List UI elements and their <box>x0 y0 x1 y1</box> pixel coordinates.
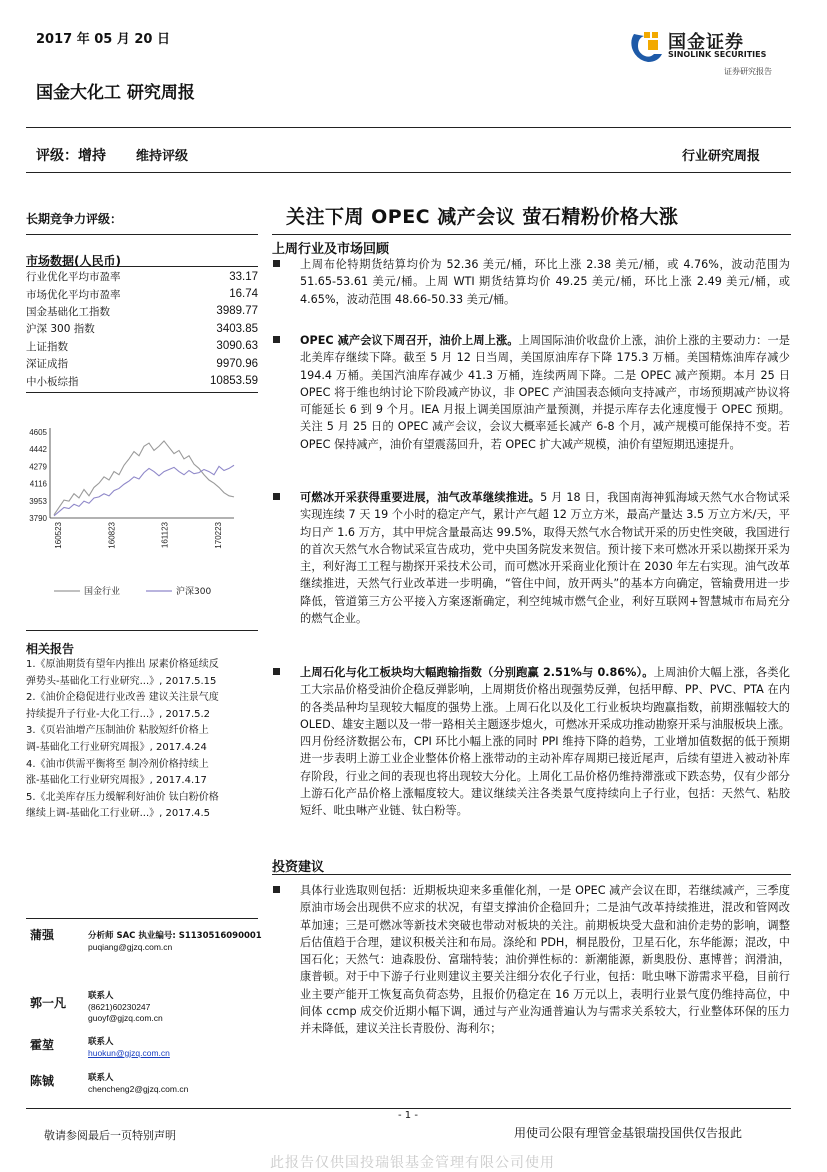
related-report-line: 2.《油价企稳促进行业改善 建议关注景气度 <box>26 692 219 704</box>
y-tick-label: 4442 <box>29 445 47 455</box>
related-reports-list <box>26 657 266 823</box>
section-divider <box>272 874 791 875</box>
md-label: 市场优化平均市盈率 <box>26 288 121 301</box>
analyst-email[interactable]: puqiang@gjzq.com.cn <box>88 942 173 952</box>
rating-sub: 维持评级 <box>136 149 189 164</box>
y-tick-label: 4605 <box>29 428 47 437</box>
index-line-chart <box>24 420 259 605</box>
md-label: 国金基础化工指数 <box>26 305 110 318</box>
title-divider <box>272 234 791 235</box>
rating-label: 评级：增持 <box>36 148 106 164</box>
market-data-row <box>26 338 258 355</box>
page-number: - 1 - <box>398 1110 418 1121</box>
related-report-line: 1.《原油期货有望年内推出 尿素价格延续反 <box>26 659 219 670</box>
analyst-email[interactable]: huokun@gjzq.com.cn <box>88 1048 170 1058</box>
related-report-line: 弹势头-基础化工行业研究...》, 2017.5.15 <box>26 675 217 687</box>
bullet-square-icon <box>273 336 280 343</box>
paragraph-lead: 上周石化与化工板块均大幅跑输指数（分别跑赢 2.51%与 0.86%）。 <box>300 666 654 679</box>
market-data-row <box>26 320 258 337</box>
report-type: 行业研究周报 <box>682 149 761 164</box>
analyst-role: 分析师 SAC 执业编号: S1130516090001 <box>88 931 262 941</box>
watermark: 此报告仅供国投瑞银基金管理有限公司使用 <box>270 1155 555 1171</box>
md-value: 16.74 <box>229 288 258 301</box>
analyst-card <box>26 1070 266 1100</box>
sidebar-divider-3 <box>26 392 258 393</box>
related-report-line: 5.《北美库存压力缓解利好油价 钛白粉价格 <box>26 791 219 803</box>
related-report-item[interactable] <box>26 757 266 790</box>
analyst-name: 郭一凡 <box>30 996 67 1010</box>
section-investment-advice: 投资建议 <box>272 860 325 875</box>
related-report-line: 3.《页岩油增产压制油价 粘胶短纤价格上 <box>26 725 209 737</box>
related-report-item[interactable] <box>26 790 266 823</box>
market-data-title: 市场数据(人民币) <box>26 254 121 268</box>
paragraph-text: 上周布伦特期货结算均价为 52.36 美元/桶，环比上涨 2.38 美元/桶，或 4.76%，波动范围为 51.65-53.61 美元/桶。上周 WTI 期货结算均价 49.25 美元/桶，环比上涨 2.49 美元/桶，或 4.65%，波动范围 48.66-50.33 美元/桶。 <box>300 258 790 306</box>
rating <box>36 145 188 165</box>
analyst-role: 联系人 <box>88 1073 114 1083</box>
md-value: 3403.85 <box>216 322 258 335</box>
analyst-email[interactable]: guoyf@gjzq.com.cn <box>88 1013 163 1023</box>
analyst-card <box>26 990 266 1030</box>
analyst-name: 蒲强 <box>30 928 55 942</box>
related-report-item[interactable] <box>26 723 266 756</box>
paragraph-text: 具体行业选取则包括：近期板块迎来多重催化剂，一是 OPEC 减产会议在即，若继续减产，三季度原油市场会出现供不应求的状况，有望支撑油价企稳回升；二是油气改革持续推进，混改和管网改革加速；三是可燃冰等新技术突破也带动对板块的关注。前期板块受大盘和油价走势的影响，调整后估值趋于合理，建议积极关注和布局。涤纶和 PDH，桐昆股份，卫星石化，东华能源；混改，中国石化；天然气：迪森股份、富瑞特装；油价弹性标的：新潮能源，新奥股份、惠博普；润滑油，康普顿。对于中下游子行业则建议主要关注细分农化子行业，包括：吡虫啉下游需求平稳，目前行业主要产能开工恢复高负荷态势，且报价仍稳定在 16 万元以上，表明行业景气度仍维持高位，中间体 ccmp 成交价近期小幅下调，通过与产业沟通普遍认为与需求关系较大，行业整体环保的压力并未降低，建议关注长青股份、海利尔； <box>300 884 790 1036</box>
analyst-phone: (8621)60230247 <box>88 1002 151 1012</box>
report-title: 关注下周 OPEC 减产会议 萤石精粉价格大涨 <box>286 206 679 228</box>
md-value: 3090.63 <box>216 340 258 353</box>
related-report-item[interactable] <box>26 657 266 690</box>
y-tick-label: 4279 <box>29 462 47 472</box>
paragraph-sector <box>300 664 790 820</box>
legend-label: 沪深300 <box>176 587 212 597</box>
report-brand: 国金大化工 研究周报 <box>36 83 195 103</box>
sidebar-divider-1 <box>26 234 258 235</box>
analyst-email[interactable]: chencheng2@gjzq.com.cn <box>88 1084 189 1094</box>
logo-cn-text: 国金证券 <box>668 32 744 53</box>
header-divider-bottom <box>26 172 791 173</box>
related-report-line: 继续上调-基础化工行业研...》, 2017.4.5 <box>26 808 211 820</box>
related-report-line: 持续提升子行业-大化工行...》, 2017.5.2 <box>26 708 211 720</box>
bullet-square-icon <box>273 886 280 893</box>
y-tick-label: 3953 <box>29 496 47 506</box>
analyst-name: 陈铖 <box>30 1074 55 1088</box>
related-reports-title: 相关报告 <box>26 642 75 656</box>
md-label: 行业优化平均市盈率 <box>26 271 121 284</box>
analyst-card <box>26 926 266 960</box>
bullet-square-icon <box>273 493 280 500</box>
analyst-card <box>26 1034 266 1064</box>
market-data-row <box>26 285 258 302</box>
paragraph-text: 上周油价大幅上涨，各类化工大宗品价格受油价企稳反弹影响，上周期货价格出现强势反弹，包括甲醇、PP、PVC、PTA 在内的各类品种均呈现较大幅度的强势上涨。上周石化以及化工行业板块均跑赢指数，前期涨幅较大的 OLED、雄安主题以及一带一路相关主题逐步熄火，可燃冰开采成功推动勘察开采与油服板块上涨。四月份经济数据公布，CPI 环比小幅上涨的同时 PPI 维持下降的趋势，工业增加值数据的低于预期进一步表明上游工业企业整体价格上涨带动的主动补库存周期已接近尾声，后续有望进入被动补库存阶段，行业之间的表现也将出现较大分化。上周化工品价格仍维持滞涨或下跌态势，仅有少部分上游石化产品价格上涨幅度较大。建议继续关注各类景气度持续向上子行业，包括：天然气、粘胶短纤、吡虫啉产业链、钛白粉等。 <box>300 666 790 818</box>
related-report-line: 涨-基础化工行业研究周报》, 2017.4.17 <box>26 775 207 787</box>
footer-divider <box>26 1108 791 1109</box>
bullet-square-icon <box>273 260 280 267</box>
x-tick-label: 160523 <box>54 522 63 549</box>
section-market-review: 上周行业及市场回顾 <box>272 242 390 257</box>
related-report-item[interactable] <box>26 690 266 723</box>
logo-mark-icon <box>628 26 664 66</box>
md-value: 3989.77 <box>216 305 258 318</box>
md-value: 33.17 <box>229 270 258 283</box>
md-label: 中小板综指 <box>26 375 79 388</box>
bullet-square-icon <box>273 668 280 675</box>
y-tick-label: 3790 <box>29 514 47 523</box>
logo-en-text: SINOLINK SECURITIES <box>668 50 767 59</box>
market-data-row <box>26 372 258 389</box>
x-tick-label: 160823 <box>107 522 117 549</box>
x-tick-label: 161123 <box>160 522 170 549</box>
x-tick-label: 170223 <box>214 522 223 549</box>
md-label: 上证指数 <box>26 340 68 353</box>
market-data-row <box>26 355 258 372</box>
md-value: 9970.96 <box>216 357 258 370</box>
market-data-row <box>26 268 258 285</box>
md-label: 深证成指 <box>26 358 68 371</box>
sidebar-divider-5 <box>26 918 258 919</box>
analyst-role: 联系人 <box>88 991 114 1001</box>
paragraph-text: 5 月 18 日，我国南海神狐海域天然气水合物试采实现连续 7 天 19 个小时的稳定产气，累计产气超 12 万立方米，最高产量达 3.5 万立方米/天，平均日产 1.6 万方，其中甲烷含量最高达 99.5%，取得天然气水合物试开采的历史性突破，我国进行的首次天然气水合物试采宣告成功，党中央国务院发来贺信。预计接下来可燃冰开采以勘探开采为主，利好海工工程与勘探开采技术公司，而可燃冰开采商业化预计在 2030 年左右实现。油气改革继续推进，天然气行业改革进一步明确，“管住中间，放开两头”的基本方向确定，管输费用进一步降低，管道第三方公平接入方案逐渐确定，利空纯城市燃气企业，利好互联网+智慧城市布局充分的燃气企业。 <box>300 491 790 626</box>
paragraph-text: 上周国际油价收盘价上涨，油价上涨的主要动力：一是北美库存继续下降。截至 5 月 12 日当周，美国原油库存下降 175.3 万桶。美国精炼油库存减少 194.4 万桶。美国汽油库存减少 41.3 万桶，连续两周下降。二是 OPEC 减产预期。本月 25 日 OPEC 将于维也纳讨论下阶段减产协议，非 OPEC 产油国表态倾向支持减产，市场预期减产协议将可能延长 6 到 9 个月。IEA 月报上调美国原油产量预测，并提示库存去化速度慢于 OPEC 预期。关注 5 月 25 日的 OPEC 减产会议，会议大概率延长减产 6-8 个月，减产规模可能保持不变。若 OPEC 保持减产，油价有望震荡回升，若 OPEC 扩大减产规模，油价有望短期迅速提升。 <box>300 334 790 451</box>
long-term-rating-label: 长期竞争力评级： <box>26 212 123 226</box>
footer-right-text: 用使司公限有理管金基银瑞投国供仅告报此 <box>514 1126 743 1140</box>
related-report-line: 调-基础化工行业研究周报》, 2017.4.24 <box>26 741 207 753</box>
series-line-hs300 <box>54 465 234 516</box>
paragraph-advice <box>300 882 790 1038</box>
legend-label: 国金行业 <box>84 587 121 597</box>
y-tick-label: 4116 <box>29 479 47 489</box>
logo-tagline: 证券研究报告 <box>724 67 772 76</box>
paragraph-lead: 可燃冰开采获得重要进展，油气改革继续推进。 <box>300 491 541 504</box>
market-data-row <box>26 303 258 320</box>
paragraph-lead: OPEC 减产会议下周召开，油价上周上涨。 <box>300 334 519 347</box>
md-value: 10853.59 <box>210 375 258 388</box>
analyst-name: 霍堃 <box>30 1038 55 1052</box>
md-label: 沪深 300 指数 <box>26 323 95 336</box>
paragraph-gas-hydrate <box>300 489 790 627</box>
header-divider-top <box>26 127 791 128</box>
paragraph-oil-price <box>300 256 790 308</box>
footer-disclaimer: 敬请参阅最后一页特别声明 <box>44 1129 176 1142</box>
analyst-role: 联系人 <box>88 1037 114 1047</box>
sinolink-logo <box>628 26 793 78</box>
paragraph-opec <box>300 332 790 453</box>
market-data-table <box>26 268 258 390</box>
sidebar-divider-4 <box>26 630 258 631</box>
sidebar-divider-2 <box>26 266 258 267</box>
report-date: 2017 年 05 月 20 日 <box>36 32 170 47</box>
related-report-line: 4.《油市供需平衡将至 制冷剂价格持续上 <box>26 758 209 770</box>
